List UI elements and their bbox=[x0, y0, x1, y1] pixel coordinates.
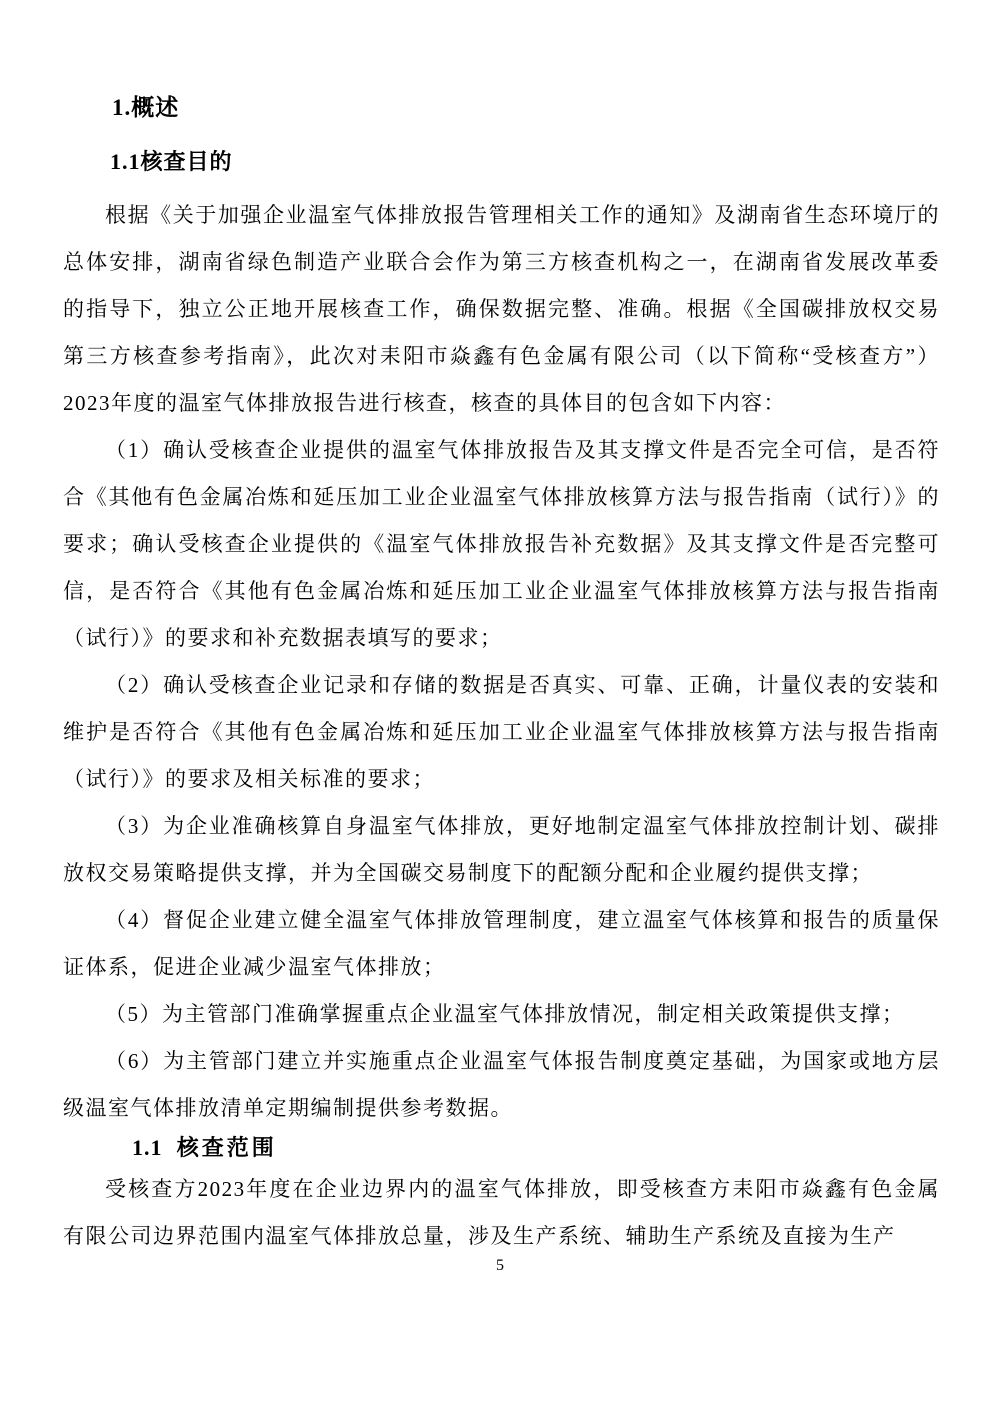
paragraph-scope-intro: 受核查方2023年度在企业边界内的温室气体排放，即受核查方耒阳市焱鑫有色金属有限公司边界范围内温室气体排放总量，涉及生产系统、辅助生产系统及直接为生产 bbox=[63, 1177, 940, 1248]
heading-overview: 1.概述 bbox=[112, 95, 180, 120]
page-number: 5 bbox=[496, 1257, 504, 1274]
paragraph-objective-5: （5）为主管部门准确掌握重点企业温室气体排放情况，制定相关政策提供支撑； bbox=[105, 1002, 905, 1026]
heading-scope-label: 核查范围 bbox=[176, 1135, 277, 1160]
paragraph-intro: 根据《关于加强企业温室气体排放报告管理相关工作的通知》及湖南省生态环境厅的总体安排，湖南省绿色制造产业联合会作为第三方核查机构之一，在湖南省发展改革委的指导下，独立公正地开展核查工作，确保数据完整、准确。根据《全国碳排放权交易第三方核查参考指南》，此次对耒阳市焱鑫有色金属有限公司（以下简称“受核查方”）2023年度的温室气体排放报告进行核查，核查的具体目的包含如下内容： bbox=[63, 203, 940, 415]
paragraph-objective-6: （6）为主管部门建立并实施重点企业温室气体报告制度奠定基础，为国家或地方层级温室气体排放清单定期编制提供参考数据。 bbox=[63, 1049, 940, 1120]
page-footer bbox=[0, 1256, 1000, 1276]
paragraph-objective-4: （4）督促企业建立健全温室气体排放管理制度，建立温室气体核算和报告的质量保证体系，促进企业减少温室气体排放； bbox=[63, 908, 940, 979]
paragraph-objective-3: （3）为企业准确核算自身温室气体排放，更好地制定温室气体排放控制计划、碳排放权交易策略提供支撑，并为全国碳交易制度下的配额分配和企业履约提供支撑； bbox=[63, 814, 940, 885]
heading-verification-scope bbox=[132, 1132, 940, 1164]
paragraph-objective-2: （2）确认受核查企业记录和存储的数据是否真实、可靠、正确，计量仪表的安装和维护是否符合《其他有色金属冶炼和延压加工业企业温室气体排放核算方法与报告指南（试行）》的要求及相关标准的要求； bbox=[63, 673, 940, 791]
heading-verification-purpose: 1.1核查目的 bbox=[110, 149, 233, 174]
heading-scope-number: 1.1 bbox=[132, 1135, 163, 1160]
paragraph-objective-1: （1）确认受核查企业提供的温室气体排放报告及其支撑文件是否完全可信，是否符合《其他有色金属冶炼和延压加工业企业温室气体排放核算方法与报告指南（试行）》的要求；确认受核查企业提供的《温室气体排放报告补充数据》及其支撑文件是否完整可信，是否符合《其他有色金属冶炼和延压加工业企业温室气体排放核算方法与报告指南（试行）》的要求和补充数据表填写的要求； bbox=[63, 438, 940, 650]
